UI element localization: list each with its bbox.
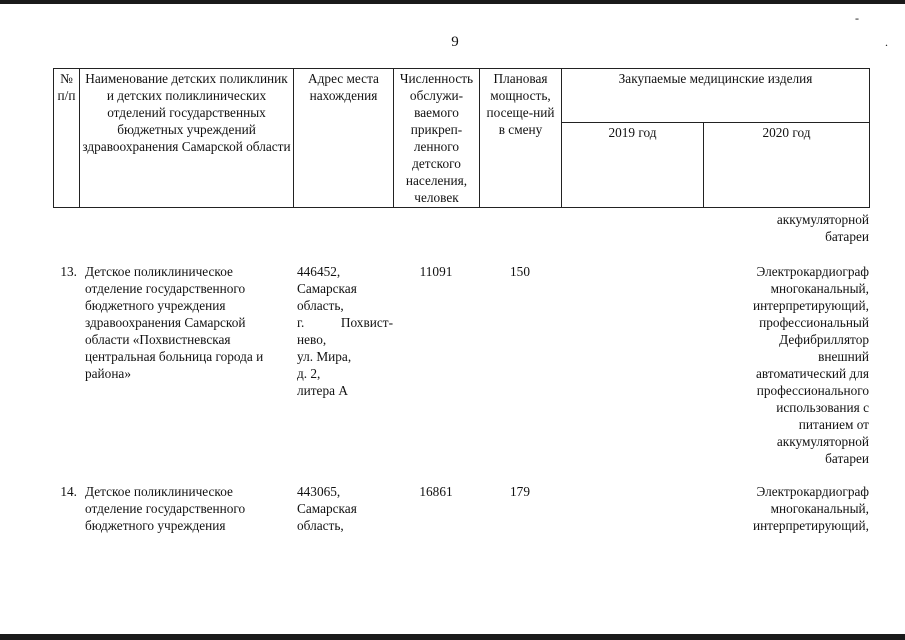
margin-mark: - bbox=[855, 11, 859, 25]
population-value: 16861 bbox=[419, 484, 453, 499]
text-line: центральная больница города и bbox=[85, 349, 264, 364]
text-line: бюджетного учреждения bbox=[85, 298, 226, 313]
text-line: интерпретирующий, bbox=[752, 518, 869, 533]
text-line: отделение государственного bbox=[85, 501, 246, 516]
margin-mark: . bbox=[885, 35, 888, 49]
header-year-2019: 2019 год bbox=[562, 122, 704, 207]
header-capacity: Плановая мощность, посеще-ний в смену bbox=[480, 69, 562, 208]
text-line: аккумуляторной bbox=[776, 434, 869, 449]
text-line: интерпретирующий, bbox=[752, 298, 869, 313]
text-line: литера А bbox=[297, 383, 348, 398]
text-line: многоканальный, bbox=[770, 501, 869, 516]
text-line: автоматический для bbox=[755, 366, 869, 381]
text-line: профессиональный bbox=[759, 315, 869, 330]
top-border bbox=[0, 0, 905, 4]
text-line: Электрокардиограф bbox=[756, 484, 869, 499]
institution-name bbox=[85, 483, 293, 534]
institution-address bbox=[297, 483, 393, 534]
devices-2020-cell bbox=[719, 483, 869, 534]
text-line: 446452, bbox=[297, 264, 341, 279]
text-line: д. 2, bbox=[297, 366, 321, 381]
text-fragment: г. bbox=[297, 315, 305, 330]
text-line: области «Похвистневская bbox=[85, 332, 231, 347]
header-population: Численность обслужи-ваемого прикреп-ленного детского населения, человек bbox=[394, 69, 480, 208]
population-value: 11091 bbox=[419, 264, 453, 279]
text-line: область, bbox=[297, 518, 344, 533]
text-line: Самарская bbox=[297, 281, 357, 296]
text-line bbox=[297, 314, 393, 331]
text-line: область, bbox=[297, 298, 344, 313]
text-line: здравоохранения Самарской bbox=[85, 315, 246, 330]
text-fragment: Похвист- bbox=[340, 315, 393, 330]
header-devices-group: Закупаемые медицинские изделия bbox=[562, 69, 870, 123]
capacity-value: 150 bbox=[510, 264, 530, 279]
header-name: Наименование детских поликлиник и детских поликлинических отделений государственных бюджетных учреждений здравоохранения Самарской области bbox=[80, 69, 294, 208]
bottom-border bbox=[0, 634, 905, 640]
header-num: № п/п bbox=[54, 69, 80, 208]
row-number: 13. bbox=[60, 264, 77, 279]
text-line: бюджетного учреждения bbox=[85, 518, 226, 533]
text-line: ул. Мира, bbox=[297, 349, 352, 364]
text-line: отделение государственного bbox=[85, 281, 246, 296]
text-line: Дефибриллятор bbox=[779, 332, 869, 347]
text-line: нево, bbox=[297, 332, 327, 347]
text-line: Электрокардиограф bbox=[756, 264, 869, 279]
table-header bbox=[53, 68, 870, 208]
document-table bbox=[53, 68, 869, 533]
text-line: батареи bbox=[825, 451, 869, 466]
text-line: района» bbox=[85, 366, 131, 381]
text-line: профессионального bbox=[756, 383, 869, 398]
text-line: батареи bbox=[825, 229, 869, 244]
institution-address bbox=[297, 263, 393, 399]
text-line: внешний bbox=[818, 349, 869, 364]
page-number: 9 bbox=[451, 34, 459, 50]
devices-2020-cell bbox=[719, 263, 869, 467]
text-line: Самарская bbox=[297, 501, 357, 516]
header-address: Адрес места нахождения bbox=[294, 69, 394, 208]
row-number: 14. bbox=[60, 484, 77, 499]
text-line: Детское поликлиническое bbox=[85, 484, 233, 499]
header-year-2020: 2020 год bbox=[704, 122, 870, 207]
text-line: питанием от bbox=[798, 417, 869, 432]
text-line: многоканальный, bbox=[770, 281, 869, 296]
capacity-value: 179 bbox=[510, 484, 530, 499]
institution-name bbox=[85, 263, 293, 382]
text-line: Детское поликлиническое bbox=[85, 264, 233, 279]
text-line: аккумуляторной bbox=[776, 212, 869, 227]
text-line: использования с bbox=[776, 400, 869, 415]
text-line: 443065, bbox=[297, 484, 341, 499]
continuation-2020-cell bbox=[719, 211, 869, 245]
